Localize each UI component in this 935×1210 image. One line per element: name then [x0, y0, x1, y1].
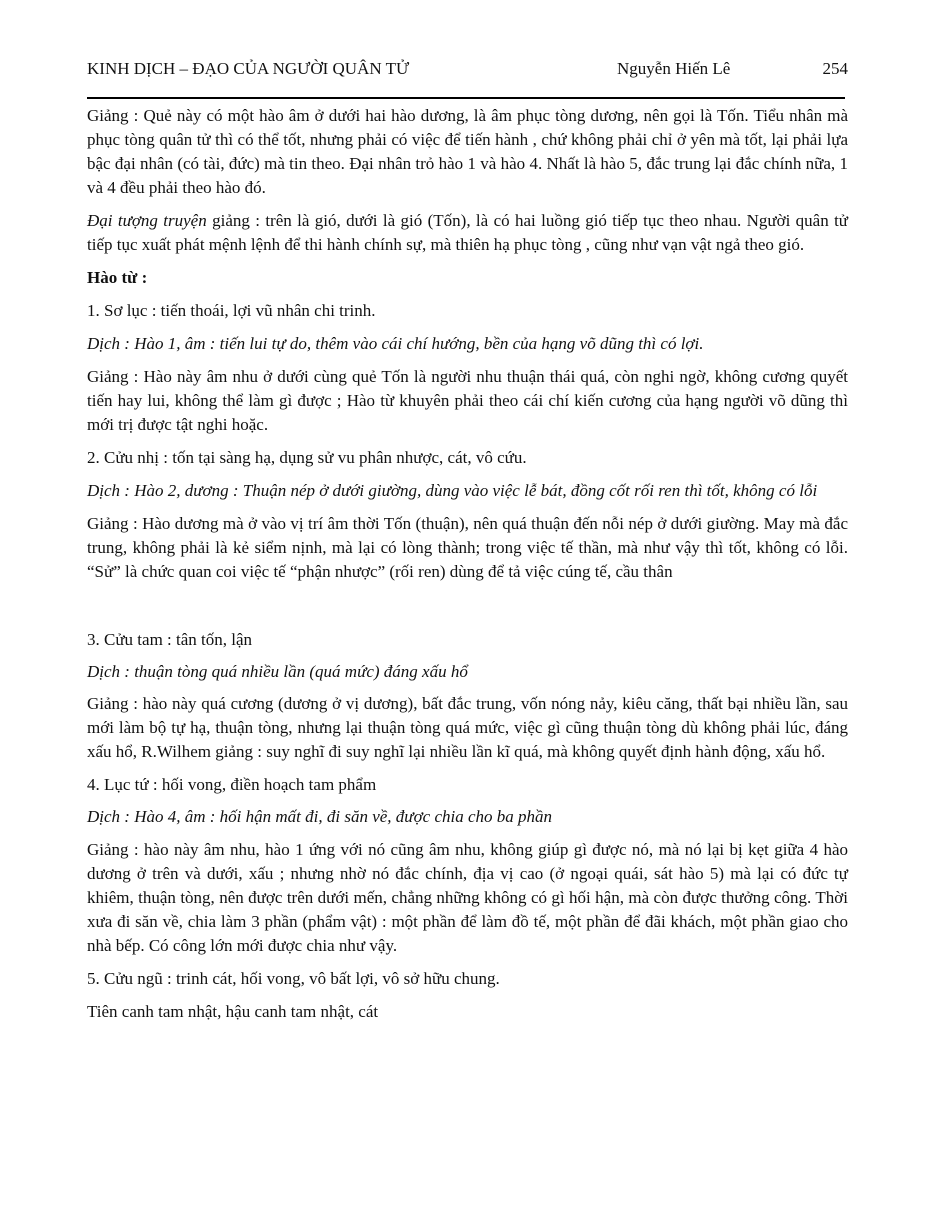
page-number: 254 [822, 59, 848, 78]
hao-3-line: 3. Cửu tam : tân tốn, lận [87, 630, 253, 649]
hao-2-giang: Giảng : Hào dương mà ở vào vị trí âm thời Tốn (thuận), nên quá thuận đến nỗi nép ở dưới giường. May mà đắc trung, không phải là kẻ siểm nịnh, mà lại có lòng thành; trong việc tế thần, mà như vậy thì tốt, không có lỗi. “Sử” là chức quan coi việc tế “phận nhược” (rối ren) dùng để tả việc cúng tế, cầu thân [87, 514, 848, 581]
hao-1-giang: Giảng : Hào này âm nhu ở dưới cùng quẻ Tốn là người nhu thuận thái quá, còn nghi ngờ, không cương quyết tiến hay lui, không thể làm gì được ; Hào từ khuyên phải theo cái chí kiến cương của hạng người võ dũng thì mới trị được tật nghi hoặc. [87, 367, 848, 434]
dai-tuong-text: giảng : trên là gió, dưới là gió (Tốn), là có hai luồng gió tiếp tục theo nhau. Người quân tử tiếp tục xuất phát mệnh lệnh để thi hành chính sự, mà thiên hạ phục tòng , cũng như vạn vật ngả theo gió. [87, 211, 849, 254]
hao-4-line: 4. Lục tứ : hối vong, điền hoạch tam phẩm [87, 775, 377, 794]
hao-5-continuation: Tiên canh tam nhật, hậu canh tam nhật, cát [87, 1002, 379, 1021]
header-rule [87, 97, 845, 99]
hao-3-giang: Giảng : hào này quá cương (dương ở vị dương), bất đắc trung, vốn nóng nảy, kiêu căng, thất bại nhiều lần, sau mới làm bộ tự hạ, thuận tòng, nhưng lại thuận tòng quá mức, việc gì cũng thuận tòng dù không phải lúc, đáng xấu hổ, R.Wilhem giảng : suy nghĩ đi suy nghĩ lại nhiều lần kĩ quá, mà không quyết định hành động, xấu hổ. [87, 694, 848, 761]
hao-3-dich: Dịch : thuận tòng quá nhiều lần (quá mức) đáng xấu hổ [87, 662, 468, 681]
hao-2-dich: Dịch : Hào 2, dương : Thuận nép ở dưới giường, dùng vào việc lễ bát, đồng cốt rối ren thì tốt, không có lỗi [87, 481, 818, 500]
hao-4-giang: Giảng : hào này âm nhu, hào 1 ứng với nó cũng âm nhu, không giúp gì được nó, mà nó lại bị kẹt giữa 4 hào dương ở trên và dưới, xấu ; nhưng nhờ nó đắc chính, địa vị cao (ở ngoại quái, sát hào 5) mà lại có đức tự khiêm, thuận tòng, nên được trên dưới mến, chẳng những không có gì hối hận, mà còn được thưởng công. Thời xưa đi săn về, chia làm 3 phần (phẩm vật) : một phần để làm đồ tế, một phần để đãi khách, một phần giao cho nhà bếp. Có công lớn mới được chia như vậy. [87, 840, 848, 955]
hao-2-line: 2. Cửu nhị : tốn tại sàng hạ, dụng sử vu phân nhược, cát, vô cứu. [87, 448, 527, 467]
hao-1-dich: Dịch : Hào 1, âm : tiến lui tự do, thêm vào cái chí hướng, bền của hạng võ dũng thì có lợi. [87, 334, 704, 353]
page-body [87, 104, 848, 1033]
hao-4-dich: Dịch : Hào 4, âm : hối hận mất đi, đi săn về, được chia cho ba phần [87, 807, 553, 826]
dai-tuong-title: Đại tượng truyện [87, 211, 207, 230]
author-name: Nguyễn Hiến Lê [617, 59, 731, 78]
paragraph-dai-tuong [87, 209, 848, 257]
hao-5-line: 5. Cửu ngũ : trinh cát, hối vong, vô bất lợi, vô sở hữu chung. [87, 969, 500, 988]
paragraph-giang-intro: Giảng : Quẻ này có một hào âm ở dưới hai hào dương, là âm phục tòng dương, nên gọi là Tốn. Tiểu nhân mà phục tòng quân tử thì có thể tốt, nhưng phải có việc để tiến hành , chứ không phải chỉ ở yên mà tốt, lại phải lựa bậc đại nhân (có tài, đức) mà tin theo. Đại nhân trỏ hào 1 và hào 4. Nhất là hào 5, đắc trung lại đắc chính nữa, 1 và 4 đều phải theo hào đó. [87, 106, 848, 197]
book-title: KINH DỊCH – ĐẠO CỦA NGƯỜI QUÂN TỬ [87, 59, 410, 78]
page-header [87, 57, 848, 81]
hao-1-line: 1. Sơ lục : tiến thoái, lợi vũ nhân chi trinh. [87, 301, 376, 320]
section-heading-hao-tu: Hào từ : [87, 268, 148, 287]
